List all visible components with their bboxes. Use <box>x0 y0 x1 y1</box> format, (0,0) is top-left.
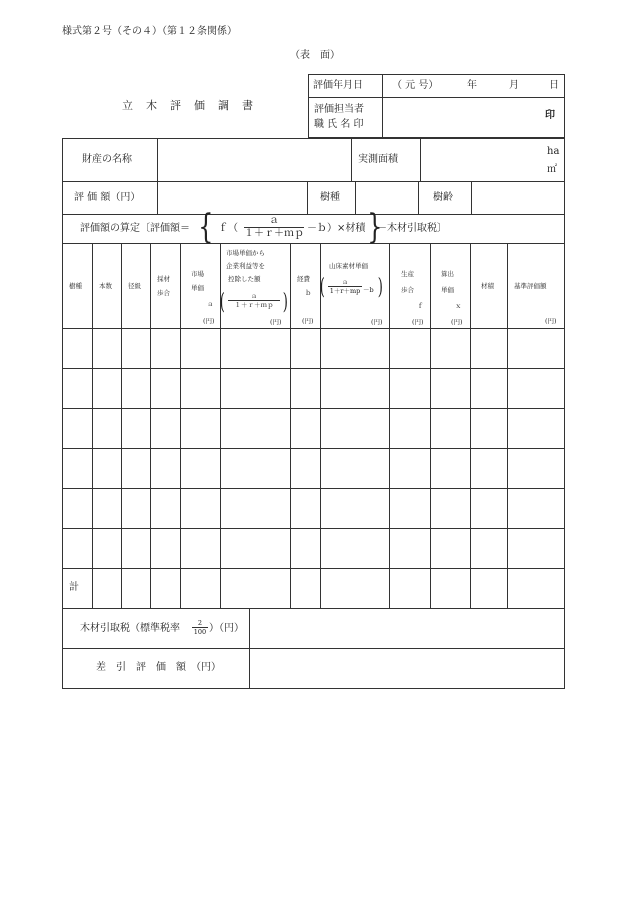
col-diameter: 径級 <box>128 282 141 290</box>
col-deduct-yen: (円) <box>270 318 282 326</box>
col-deduct-3: 控除した額 <box>228 275 261 283</box>
col-count: 本数 <box>99 282 112 290</box>
tax-rate-fraction <box>192 619 208 636</box>
stump-fraction <box>328 278 362 295</box>
stump-denominator: 1＋r＋mp <box>329 287 361 295</box>
col-volume: 材積 <box>481 282 494 290</box>
era-label: （ 元 号） <box>392 80 439 91</box>
age-label: 樹齢 <box>433 192 453 203</box>
col-stump-yen: (円) <box>371 318 383 326</box>
species-label: 樹種 <box>320 192 340 203</box>
col-calc-yen: (円) <box>451 318 463 326</box>
brace-left: { <box>198 207 214 247</box>
paren-left: ( <box>219 290 225 315</box>
year-label: 年 <box>467 80 477 91</box>
col-deduct-2: 企業利益等を <box>226 262 265 270</box>
formula-f: ｆ（ <box>218 223 238 234</box>
col-base-yen: (円) <box>545 317 557 325</box>
col-calc-2: 単価 <box>441 286 454 294</box>
tax-rate-denominator: 100 <box>193 628 207 636</box>
form-number: 様式第２号（その４）（第１２条関係） <box>62 26 237 37</box>
tax-label-prefix: 木材引取税（標準税率 <box>80 623 180 634</box>
unit-ha: ha <box>547 146 560 157</box>
area-label: 実測面積 <box>358 154 398 165</box>
tax-rate-numerator: 2 <box>197 619 203 627</box>
col-prod-2: 歩合 <box>401 286 414 294</box>
unit-m2: ㎡ <box>547 164 557 175</box>
col-prod-1: 生産 <box>401 270 414 278</box>
col-harvest-2: 歩合 <box>157 289 170 297</box>
deduct-fraction <box>228 292 280 309</box>
col-cost-1: 経費 <box>297 275 310 283</box>
col-calc-1: 算出 <box>441 270 454 278</box>
formula-denominator: １＋ｒ＋ｍｐ <box>244 228 304 239</box>
eval-date-label: 評価年月日 <box>313 80 363 91</box>
col-cost-b: ｂ <box>305 289 312 297</box>
month-label: 月 <box>509 80 519 91</box>
formula-minus-b: －ｂ）×材積 <box>307 223 366 234</box>
brace-right: } <box>367 207 383 247</box>
property-name-label: 財産の名称 <box>82 154 132 165</box>
col-market-1: 市場 <box>191 270 204 278</box>
col-calc-x: ｘ <box>455 302 462 310</box>
deduct-numerator: ａ <box>250 292 258 300</box>
col-deduct-1: 市場単価から <box>226 249 265 257</box>
total-label: 計 <box>69 582 79 593</box>
col-prod-f: ｆ <box>417 302 424 310</box>
stump-numerator: ａ <box>341 278 349 286</box>
page-title: 立 木 評 価 調 書 <box>122 99 254 112</box>
col-stump-1: 山床素材単価 <box>329 262 368 270</box>
formula-numerator: ａ <box>269 215 279 226</box>
formula-fraction <box>244 215 304 240</box>
col-market-yen: (円) <box>203 317 215 325</box>
col-market-a: ａ <box>207 300 214 308</box>
tax-label-suffix: ）（円） <box>209 623 244 634</box>
formula-suffix: －木材引取税〕 <box>377 223 447 234</box>
col-species: 樹種 <box>69 282 82 290</box>
col-prod-yen: (円) <box>412 318 424 326</box>
col-base-value: 基準評価額 <box>514 282 547 290</box>
net-value-label: 差 引 評 価 額 （円） <box>96 662 221 673</box>
deduct-denominator: １＋ｒ＋ｍｐ <box>234 301 274 309</box>
col-market-2: 単価 <box>191 284 204 292</box>
side-label: （表 面） <box>290 50 340 61</box>
formula-prefix: 評価額の算定〔評価額＝ <box>80 223 190 234</box>
paren-right: ) <box>282 290 288 315</box>
paren-left: ( <box>319 275 325 300</box>
paren-right: ) <box>377 275 383 300</box>
col-cost-yen: (円) <box>302 317 314 325</box>
staff-label-1: 評価担当者 <box>314 104 364 115</box>
value-label: 評 価 額（円） <box>74 192 141 203</box>
col-harvest-1: 採材 <box>157 275 170 283</box>
day-label: 日 <box>549 80 559 91</box>
seal-mark: 印 <box>545 110 555 121</box>
staff-label-2: 職 氏 名 印 <box>314 119 364 130</box>
col-stump-minus: －b <box>363 286 374 294</box>
